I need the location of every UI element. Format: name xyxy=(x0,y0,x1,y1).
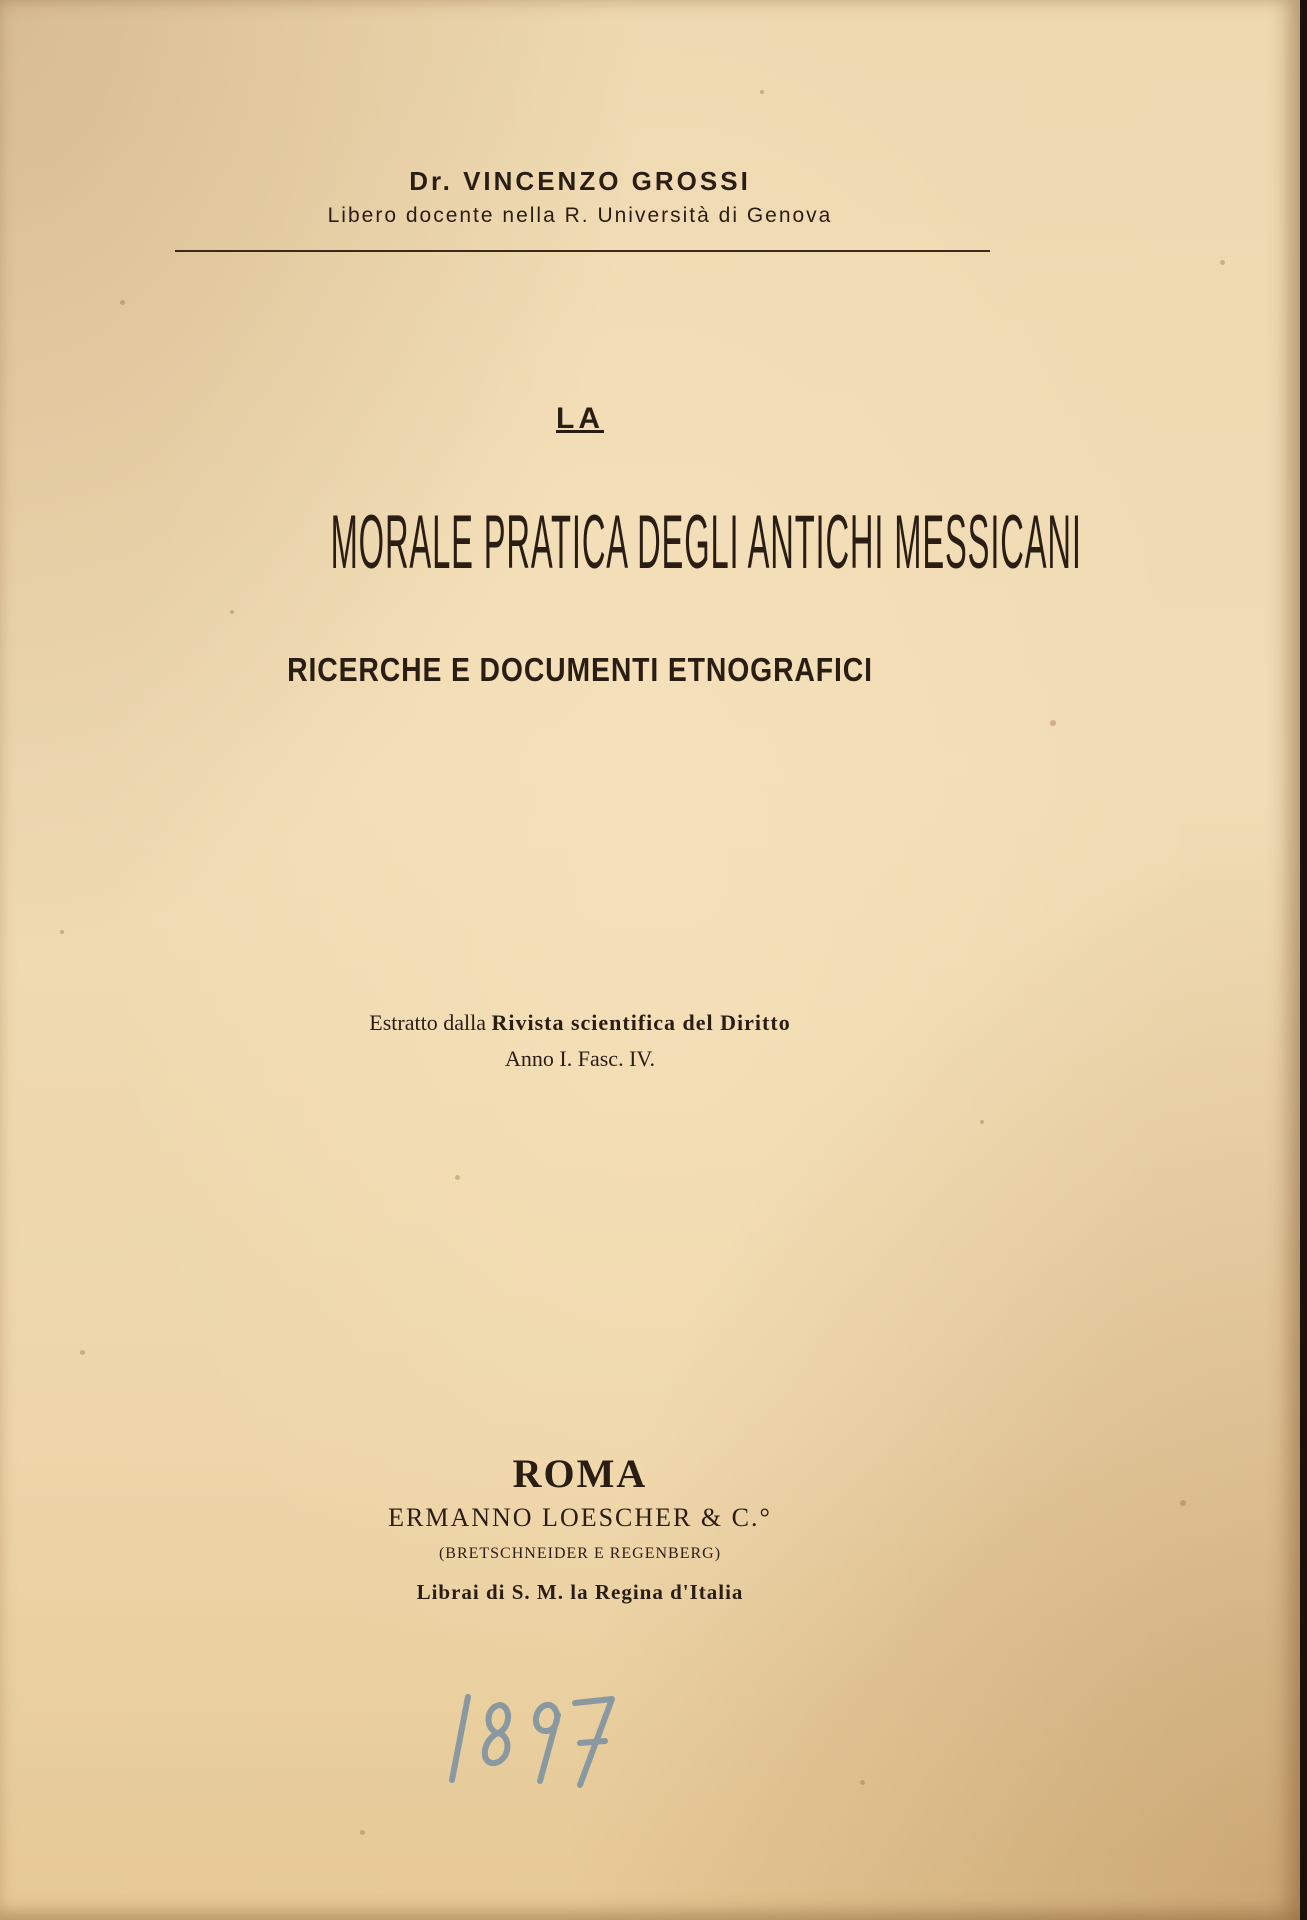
paper-speck xyxy=(980,1120,984,1124)
journal-name: Rivista scientifica del Diritto xyxy=(491,1010,791,1035)
author-name: Dr. VINCENZO GROSSI xyxy=(409,166,751,196)
paper-speck xyxy=(760,90,764,94)
subtitle: RICERCHE E DOCUMENTI ETNOGRAFICI xyxy=(287,651,873,688)
handwritten-year xyxy=(440,1685,620,1795)
booksellers-line: Librai di S. M. la Regina d'Italia xyxy=(416,1580,744,1604)
author-title: Libero docente nella R. Università di Genova xyxy=(327,204,833,227)
paper-speck xyxy=(860,1780,865,1785)
paper-speck xyxy=(360,1830,365,1835)
header-divider xyxy=(175,250,990,252)
imprint-city: ROMA xyxy=(512,1451,648,1496)
publisher-name: ERMANNO LOESCHER & C.° xyxy=(388,1503,772,1532)
paper-speck xyxy=(455,1175,460,1180)
paper-speck xyxy=(1180,1500,1186,1506)
title-article: LA xyxy=(556,402,604,435)
paper-speck xyxy=(1050,720,1056,726)
extract-line xyxy=(0,1010,1160,1036)
paper-speck xyxy=(230,610,234,614)
paper-speck xyxy=(80,1350,85,1355)
paper-speck xyxy=(60,930,64,934)
extract-prefix: Estratto dalla xyxy=(369,1010,492,1035)
publisher-note: (BRETSCHNEIDER E REGENBERG) xyxy=(438,1545,722,1562)
paper-speck xyxy=(1220,260,1225,265)
issue-line: Anno I. Fasc. IV. xyxy=(505,1046,655,1071)
main-title: MORALE PRATICA DEGLI ANTICHI MESSICANI xyxy=(330,500,1082,585)
paper-speck xyxy=(120,300,125,305)
